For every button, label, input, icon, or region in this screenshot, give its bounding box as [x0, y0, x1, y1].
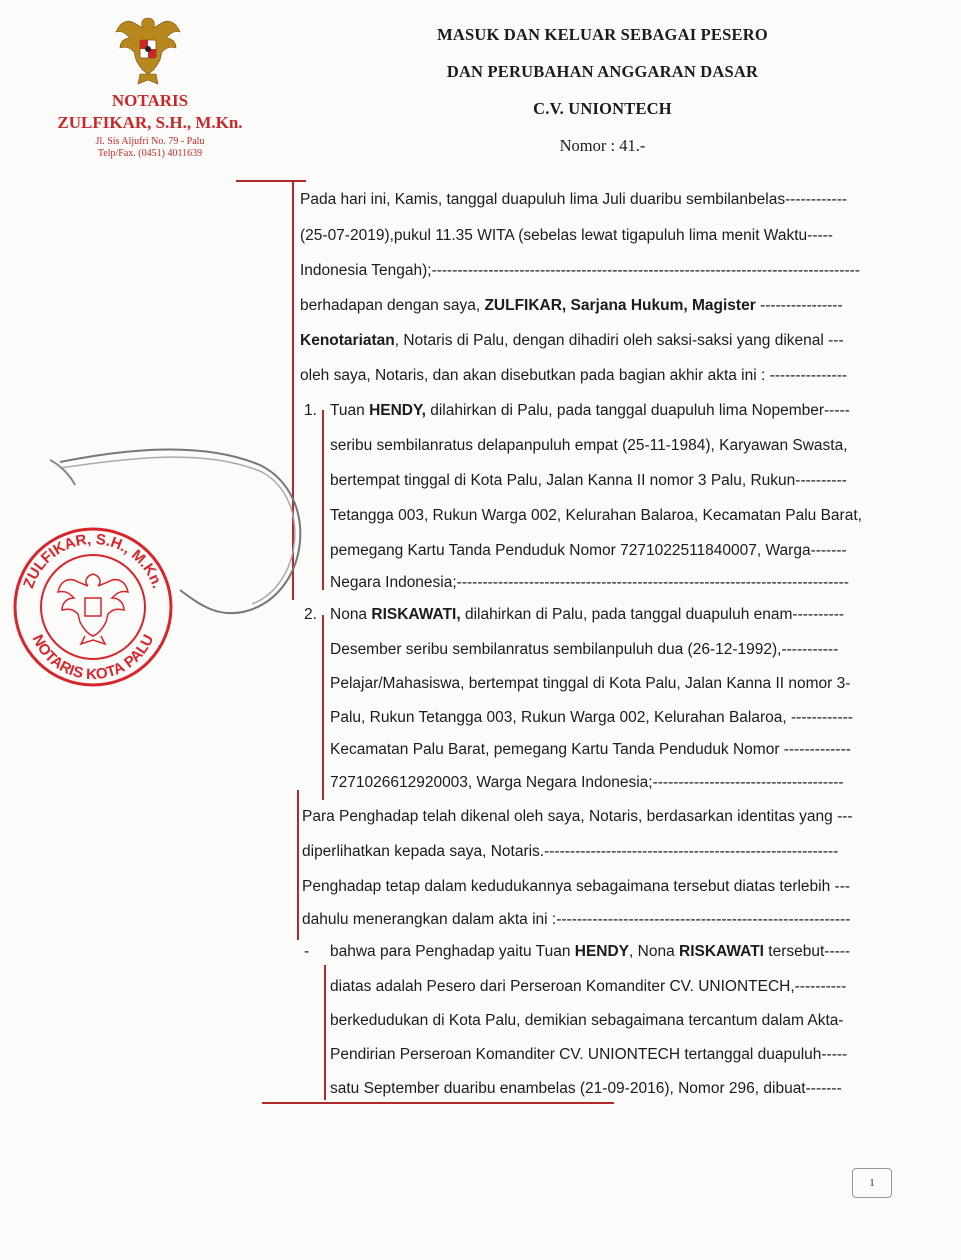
body-line	[300, 296, 910, 316]
text-run: bahwa para Penghadap yaitu Tuan	[330, 943, 575, 960]
title-line-2: DAN PERUBAHAN ANGGARAN DASAR	[446, 62, 759, 81]
bullet-marker: -	[304, 943, 310, 960]
title-line-1: MASUK DAN KELUAR SEBAGAI PESERO	[437, 25, 768, 44]
list-item-line: bertempat tinggal di Kota Palu, Jalan Kanna II nomor 3 Palu, Rukun----------	[330, 472, 847, 489]
notary-name-bold: ZULFIKAR, Sarjana Hukum, Magister	[484, 297, 756, 314]
list-item-line: Kecamatan Palu Barat, pemegang Kartu Tanda Penduduk Nomor -------------	[330, 741, 851, 758]
list-item-line: Tetangga 003, Rukun Warga 002, Kelurahan Balaroa, Kecamatan Palu Barat,	[330, 507, 862, 524]
text-run: tersebut-----	[763, 943, 851, 960]
body-line: diperlihatkan kepada saya, Notaris.---------------------------------------------------------	[302, 843, 839, 860]
margin-line-vertical-4	[322, 615, 324, 800]
person-name: HENDY	[574, 943, 630, 960]
margin-line-vertical-5	[324, 965, 326, 1100]
text-run: dilahirkan di Palu, pada tanggal duapuluh enam----------	[460, 606, 845, 623]
body-line: Penghadap tetap dalam kedudukannya sebagaimana tersebut diatas terlebih ---	[302, 878, 851, 895]
stamp-emblem-icon	[58, 574, 128, 644]
list-number: 2.	[304, 606, 317, 623]
person-name: RISKAWATI,	[371, 606, 461, 623]
body-line: Pada hari ini, Kamis, tanggal duapuluh lima Juli duaribu sembilanbelas------------	[300, 191, 848, 208]
text-run: Nona	[330, 606, 372, 623]
text-run: ----------------	[755, 297, 843, 314]
text-bold: Kenotariatan	[300, 332, 395, 349]
notary-name: ZULFIKAR, S.H., M.Kn.	[57, 113, 243, 132]
text-run: berhadapan dengan saya,	[300, 297, 485, 314]
body-line: Indonesia Tengah);-----------------------------------------------------------------------------------	[300, 262, 860, 279]
text-run: dilahirkan di Palu, pada tanggal duapuluh lima Nopember-----	[425, 402, 850, 419]
text-run: , Notaris di Palu, dengan dihadiri oleh saksi-saksi yang dikenal ---	[394, 332, 844, 349]
body-line: oleh saya, Notaris, dan akan disebutkan pada bagian akhir akta ini : ---------------	[300, 367, 848, 384]
margin-line-bottom	[262, 1102, 614, 1104]
notary-stamp	[8, 512, 178, 697]
stamp-bottom-text: NOTARIS KOTA PALU	[28, 632, 158, 684]
margin-line-vertical-2	[297, 790, 299, 940]
address-line: Jl. Sis Aljufri No. 79 - Palu	[95, 136, 205, 147]
notary-title: NOTARIS	[111, 91, 189, 110]
body-line	[300, 331, 910, 351]
page-number: 1	[852, 1168, 892, 1198]
text-run: , Nona	[629, 943, 679, 960]
person-name: HENDY,	[369, 402, 426, 419]
list-item-line	[330, 401, 910, 421]
document-number: Nomor : 41.-	[559, 136, 646, 155]
person-name: RISKAWATI	[679, 943, 764, 960]
bullet-line: berkedudukan di Kota Palu, demikian sebagaimana tercantum dalam Akta-	[330, 1012, 844, 1029]
list-item-line: Desember seribu sembilanratus sembilanpuluh dua (26-12-1992),-----------	[330, 641, 839, 658]
list-item-line: Negara Indonesia;----------------------------------------------------------------------------	[330, 574, 849, 591]
bullet-line	[330, 942, 910, 962]
body-line: dahulu menerangkan dalam akta ini :---------------------------------------------------------	[302, 911, 851, 928]
list-number: 1.	[304, 402, 317, 419]
list-item-line: Palu, Rukun Tetangga 003, Rukun Warga 002, Kelurahan Balaroa, ------------	[330, 709, 853, 726]
bullet-line: satu September duaribu enambelas (21-09-2016), Nomor 296, dibuat-------	[330, 1080, 842, 1097]
body-line: Para Penghadap telah dikenal oleh saya, Notaris, berdasarkan identitas yang ---	[302, 808, 853, 825]
stamp-top-text: ZULFIKAR, S.H., M.Kn.	[20, 530, 166, 591]
bullet-line: diatas adalah Pesero dari Perseroan Komanditer CV. UNIONTECH,----------	[330, 978, 847, 995]
margin-line-top	[236, 180, 306, 182]
list-item-line: pemegang Kartu Tanda Penduduk Nomor 7271022511840007, Warga-------	[330, 542, 847, 559]
list-item-line: Pelajar/Mahasiswa, bertempat tinggal di Kota Palu, Jalan Kanna II nomor 3-	[330, 675, 851, 692]
bullet-line: Pendirian Perseroan Komanditer CV. UNIONTECH tertanggal duapuluh-----	[330, 1046, 848, 1063]
document-title	[400, 24, 805, 157]
phone-line: Telp/Fax. (0451) 4011639	[97, 148, 203, 159]
garuda-emblem-icon	[112, 12, 184, 88]
list-item-line	[330, 605, 910, 625]
list-item-line: 7271026612920003, Warga Negara Indonesia;-------------------------------------	[330, 774, 844, 791]
list-item-line: seribu sembilanratus delapanpuluh empat (25-11-1984), Karyawan Swasta,	[330, 437, 848, 454]
text-run: Tuan	[330, 402, 370, 419]
body-line: (25-07-2019),pukul 11.35 WITA (sebelas lewat tigapuluh lima menit Waktu-----	[300, 227, 833, 244]
notary-name-block	[50, 90, 250, 134]
notary-address	[50, 136, 250, 160]
title-line-3: C.V. UNIONTECH	[533, 99, 672, 118]
